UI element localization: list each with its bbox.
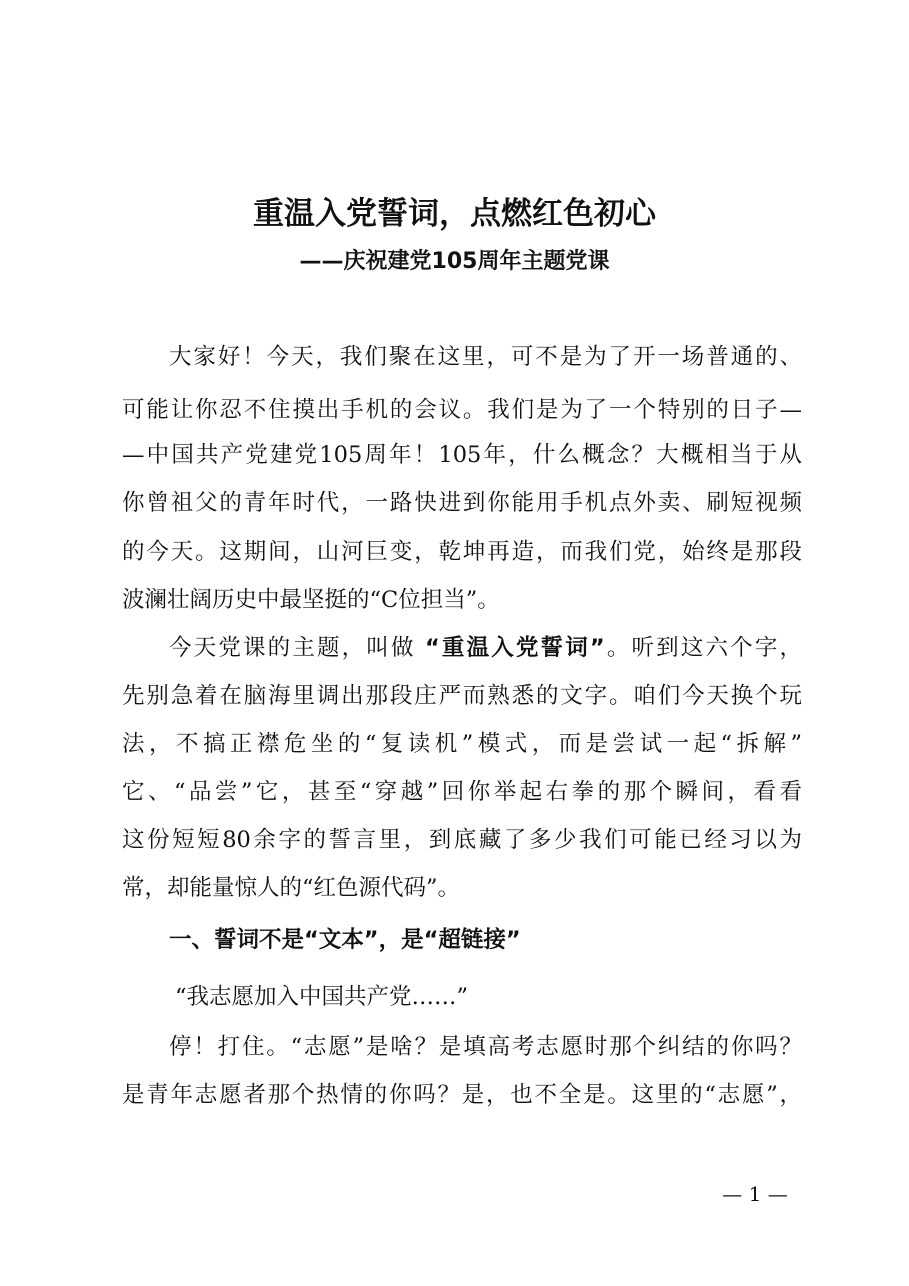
paragraph-line: 停！打住。“志愿”是啥？是填高考志愿时那个纠结的你吗？ [169, 1034, 802, 1060]
paragraph-line: 的今天。这期间，山河巨变，乾坤再造，而我们党，始终是那段 [122, 539, 802, 565]
paragraph-line: 可能让你忍不住摸出手机的会议。我们是为了一个特别的日子— [122, 397, 802, 423]
document-title: 重温入党誓词，点燃红色初心 [253, 196, 656, 232]
paragraph-line: 波澜壮阔历史中最坚挺的“C位担当”。 [122, 587, 500, 613]
page-number: — 1 — [722, 1182, 788, 1206]
paragraph-text: 。听到这六个字， [604, 635, 802, 661]
paragraph-line: 常，却能量惊人的“红色源代码”。 [122, 875, 461, 901]
paragraph-line: 你曾祖父的青年时代，一路快进到你能用手机点外卖、刷短视频 [122, 490, 802, 516]
quote-line: “我志愿加入中国共产党……” [175, 984, 469, 1010]
emphasis-text: “重温入党誓词” [424, 635, 605, 661]
paragraph-line: —中国共产党建党105周年！105年，什么概念？大概相当于从 [122, 442, 802, 468]
paragraph-line: 大家好！今天，我们聚在这里，可不是为了开一场普通的、 [169, 344, 802, 370]
paragraph-line: 它、“品尝”它，甚至“穿越”回你举起右拳的那个瞬间，看看 [122, 779, 802, 805]
paragraph-line: 是青年志愿者那个热情的你吗？是，也不全是。这里的“志愿”， [122, 1082, 802, 1108]
paragraph-text: 今天党课的主题，叫做 [169, 635, 425, 661]
paragraph-line-with-emphasis [169, 633, 802, 663]
section-heading: 一、誓词不是“文本”，是“超链接” [169, 927, 521, 953]
paragraph-line: 法，不搞正襟危坐的“复读机”模式，而是尝试一起“拆解” [122, 731, 802, 757]
paragraph-line: 先别急着在脑海里调出那段庄严而熟悉的文字。咱们今天换个玩 [122, 683, 802, 709]
document-subtitle: ——庆祝建党105周年主题党课 [299, 249, 610, 274]
paragraph-line: 这份短短80余字的誓言里，到底藏了多少我们可能已经习以为 [122, 827, 802, 853]
